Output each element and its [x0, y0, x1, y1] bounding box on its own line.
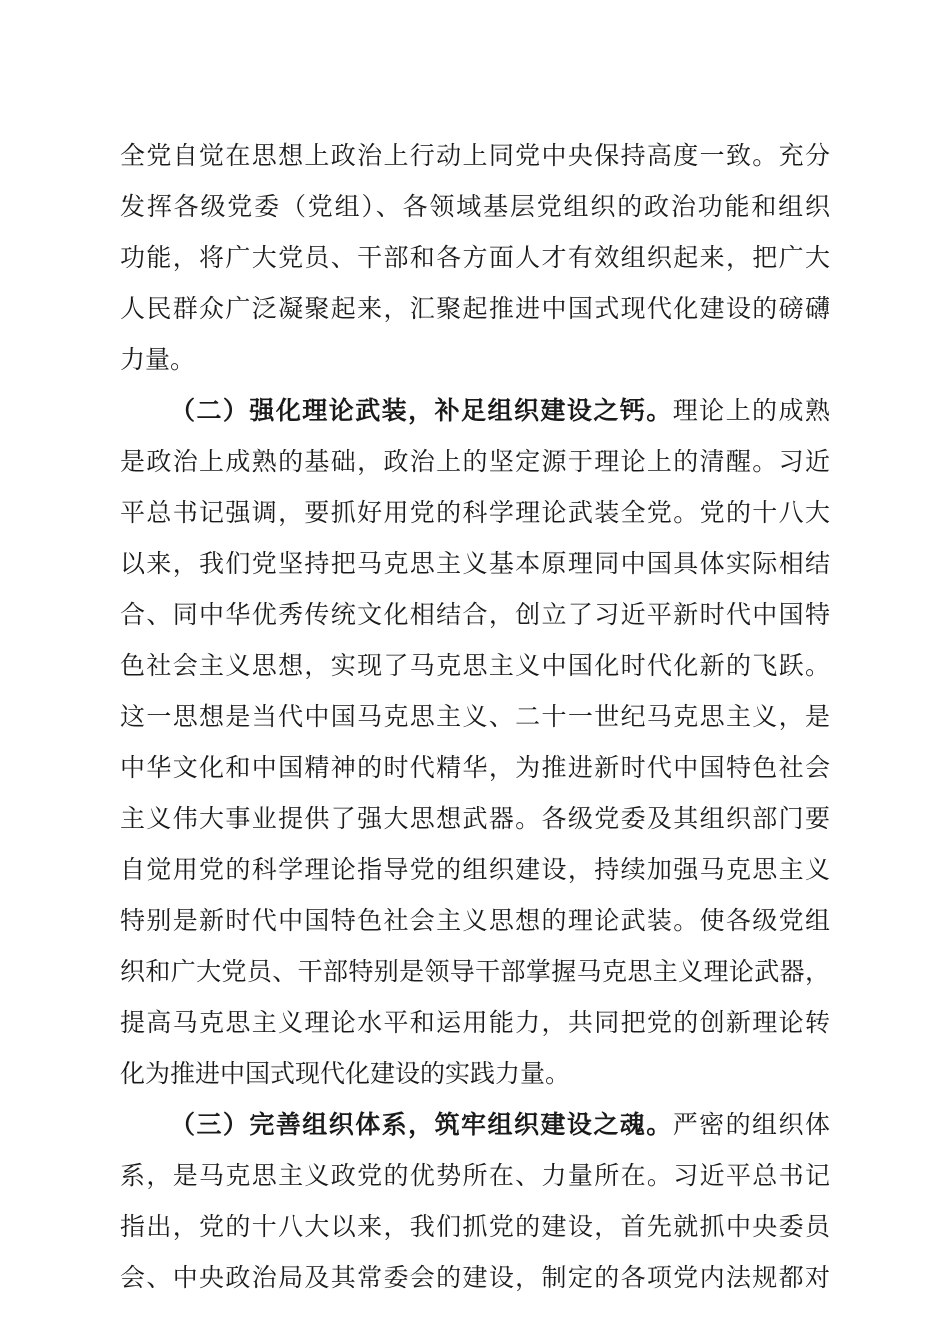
- paragraph-3-first-line: [170, 1104, 830, 1146]
- paragraph-2-first-line-text: 理论上的成熟: [672, 396, 830, 425]
- paragraph-2-line-12: 织和广大党员、干部特别是领导干部掌握马克思主义理论武器，: [120, 957, 830, 986]
- paragraph-3-line-3: 指出，党的十八大以来，我们抓党的建设，首先就抓中央委员: [120, 1212, 830, 1241]
- section-heading-2: （二）强化理论武装，补足组织建设之钙。: [170, 396, 673, 425]
- paragraph-1-line-2: 发挥各级党委（党组）、各领域基层党组织的政治功能和组织: [120, 192, 830, 221]
- paragraph-2-line-3: 平总书记强调，要抓好用党的科学理论武装全党。党的十八大: [120, 498, 830, 527]
- paragraph-2-line-10: 自觉用党的科学理论指导党的组织建设，持续加强马克思主义: [120, 855, 830, 884]
- paragraph-2-line-14: 化为推进中国式现代化建设的实践力量。: [120, 1059, 571, 1088]
- paragraph-2-line-8: 中华文化和中国精神的时代精华，为推进新时代中国特色社会: [120, 753, 830, 782]
- paragraph-1-line-4: 人民群众广泛凝聚起来，汇聚起推进中国式现代化建设的磅礴: [120, 294, 830, 323]
- paragraph-2-first-line: [170, 390, 830, 432]
- section-heading-3: （三）完善组织体系，筑牢组织建设之魂。: [170, 1110, 673, 1139]
- paragraph-2-line-5: 合、同中华优秀传统文化相结合，创立了习近平新时代中国特: [120, 600, 830, 629]
- paragraph-1-line-1: 全党自觉在思想上政治上行动上同党中央保持高度一致。充分: [120, 141, 830, 170]
- paragraph-2-line-2: 是政治上成熟的基础，政治上的坚定源于理论上的清醒。习近: [120, 447, 830, 476]
- paragraph-2-line-11: 特别是新时代中国特色社会主义思想的理论武装。使各级党组: [120, 906, 830, 935]
- paragraph-2-line-9: 主义伟大事业提供了强大思想武器。各级党委及其组织部门要: [120, 804, 830, 833]
- paragraph-1-line-3: 功能，将广大党员、干部和各方面人才有效组织起来，把广大: [120, 243, 830, 272]
- paragraph-3-line-2: 系，是马克思主义政党的优势所在、力量所在。习近平总书记: [120, 1161, 830, 1190]
- paragraph-3-first-line-text: 严密的组织体: [672, 1110, 830, 1139]
- paragraph-2-line-13: 提高马克思主义理论水平和运用能力，共同把党的创新理论转: [120, 1008, 830, 1037]
- paragraph-2-line-4: 以来，我们党坚持把马克思主义基本原理同中国具体实际相结: [120, 549, 830, 578]
- paragraph-2-line-7: 这一思想是当代中国马克思主义、二十一世纪马克思主义，是: [120, 702, 830, 731]
- paragraph-1-line-5: 力量。: [120, 345, 196, 374]
- paragraph-3-line-4: 会、中央政治局及其常委会的建设，制定的各项党内法规都对: [120, 1263, 830, 1292]
- paragraph-2-line-6: 色社会主义思想，实现了马克思主义中国化时代化新的飞跃。: [120, 651, 830, 680]
